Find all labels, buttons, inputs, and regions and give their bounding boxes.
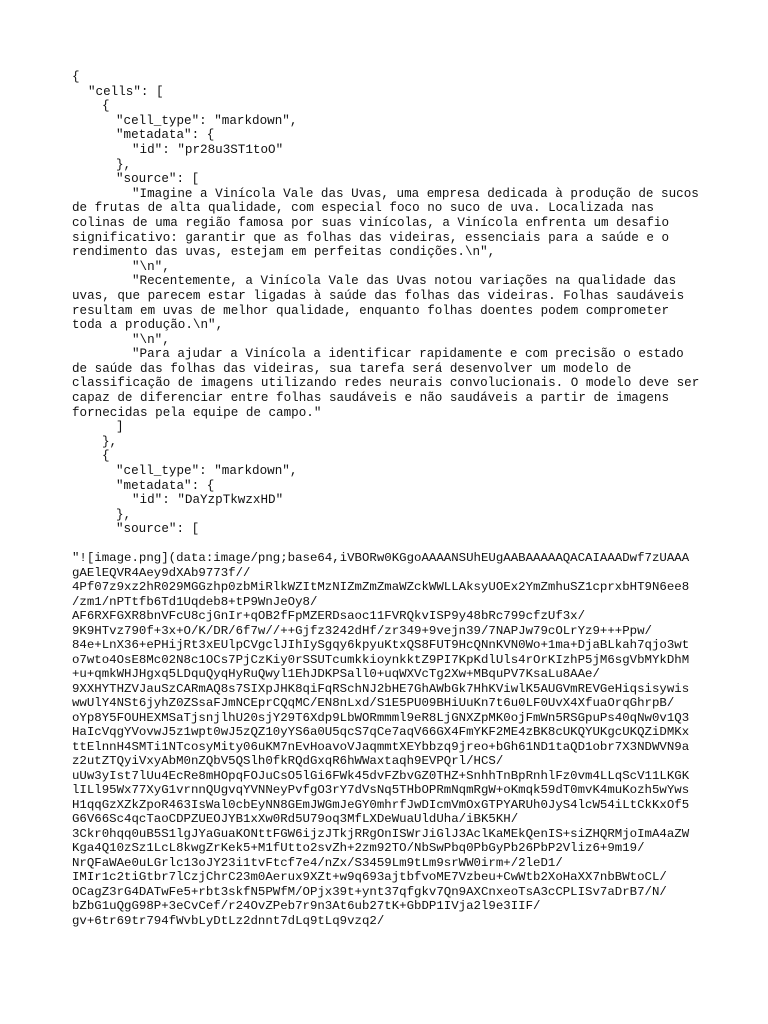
base64-line: 9K9HTvz790f+3x+O/K/DR/6f7w//++Gjfz3242dHf/zr349+9vejn39/7NAPJw79cOLrYz9+++Ppw/ [72,623,652,638]
base64-line: /zm1/nPTtfb6Td1Uqdeb8+tP9WnJeOy8/ [72,594,318,609]
cell1-id: "id": "pr28u3ST1toO" [132,142,284,157]
cell2-cell-type: "cell_type": "markdown", [116,464,298,479]
base64-line: oYp8Y5FOUHEXMSaTjsnjlhU20sjY29T6Xdp9LbWORmmml9eR8LjGNXZpMK0ojFmWn5RSGpuPs40qNw0v1Q3 [72,710,690,725]
base64-line: 3Ckr0hqq0uB5S1lgJYaGuaKONttFGW6ijzJTkjRRgOnISWrJiGlJ3AclKaMEkQenIS+siZHQRMjoImA4aZW [72,826,690,841]
cell1-source-line-1-cont: de frutas de alta qualidade, com especial foco no suco de uva. Localizada nas [72,201,654,216]
base64-image-data [72,551,700,928]
base64-line: 9XXHYTHZVJauSzCARmAQ8s7SIXpJHK8qiFqRSchNJ2bHE7GhAWbGk7HhKViwlK5AUGVmREVGeHiqsisywis [72,681,690,696]
cell1-source-line-1-cont: significativo: garantir que as folhas das videiras, essenciais para a saúde e o [72,230,670,245]
cell1-metadata-open: "metadata": { [116,128,215,143]
base64-line: H1qqGzXZkZpoR463IsWal0cbEyNN8GEmJWGmJeGY0mhrfJwDIcmVmOxGTPYARUh0JyS4lcW54iLtCkKxOf5 [72,797,690,812]
root-open-brace: { [72,70,80,84]
base64-line: bZbG1uQgG98P+3eCvCef/r24OvZPeb7r9n3At6ub27tK+GbDP1IVja2l9e3IIF/ [72,899,541,913]
cell1-newline-1: "\n", [132,259,170,274]
cell1-source-line-3-cont: capaz de diferenciar entre folhas saudáveis e não saudáveis a partir de imagens [72,391,670,406]
base64-line: NrQFaWAe0uLGrlc13oJY23i1tvFtcf7e4/nZx/S3459Lm9tLm9srWW0irm+/2leD1/ [72,855,563,870]
cell1-source-line-2-cont: uvas, que parecem estar ligadas à saúde das folhas das videiras. Folhas saudáveis [72,288,685,303]
cell1-source-line-1-cont: colinas de uma região famosa por suas vinícolas, a Vinícola enfrenta um desafio [72,215,670,230]
base64-line: G6V66Sc4qcTaoCDPZUEOJYB1xXw0Rd5U79oq3MfLXDeWuaUldUha/iBK5KH/ [72,812,519,826]
cell1-metadata-close: }, [116,157,132,172]
base64-line: ttElnnH4SMTi1NTcosyMity06uKM7nEvHoavoVJaqmmtXEYbbzq9jreo+bGh61ND1taQD1obr7X3NDWVN9a [72,739,690,754]
base64-line: AF6RXFGXR8bnVFcU8cjGnIr+qOB2fFpMZERDsaoc11FVRQkvISP9y48bRc799cfzUf3x/ [72,609,586,623]
blank-line [72,537,700,551]
base64-line: +u+qmkWHJHgxq5LDquQyqHyRuQwyl1EhJDKPSall0+uqWXVcTg2Xw+MBquPV7KsaLu8AAe/ [72,667,600,681]
cell2-metadata-close: }, [116,507,132,522]
cell1-source-close: ] [116,420,124,435]
cell1-source-line-2-cont: toda a produção.\n", [72,318,224,333]
base64-line: Kga4Q10zSz1LcL8kwgZrKek5+M1fUtto2svZh+2zm92TO/NbSwPbq0PbGyPb26PbP2Vliz6+9m19/ [72,841,645,855]
cells-key: "cells": [ [88,84,164,99]
cell1-source-line-3: "Para ajudar a Vinícola a identificar rapidamente e com precisão o estado [132,347,684,362]
cell1-source-line-1-cont: rendimento das uvas, estejam em perfeitas condições.\n", [72,245,496,260]
cell1-source-line-2-cont: resultam em uvas de melhor qualidade, enquanto folhas doentes podem comprometer [72,303,670,318]
json-document [72,70,700,928]
cell1-source-open: "source": [ [116,172,200,187]
base64-line: 4Pf07z9xz2hR029MGGzhp0zbMiRlkWZItMzNIZmZmZmaWZckWWLLAksyUOEx2YmZmhuSZ1cprxbHT9N6ee8 [72,580,690,594]
cell1-cell-type: "cell_type": "markdown", [116,113,298,128]
base64-line: lILl95Wx77XyG1vrnnQUgvqYVNNeyPvfgO3rY7dVsNq5THbOPRmNqmRgW+oKmqk59dT0mvK4muKozh5wYws [72,783,690,797]
cell1-open: { [102,99,110,114]
cell2-source-open: "source": [ [116,522,200,537]
cell2-id: "id": "DaYzpTkwzxHD" [132,493,284,508]
cell2-open: { [102,449,110,464]
base64-line: OCagZ3rG4DATwFe5+rbt3skfN5PWfM/OPjx39t+ynt37qfgkv7Qn9AXCnxeoTsA3cCPLISv7aDrB7/N/ [72,884,667,899]
base64-line: o7wto4OsE8Mc02N8c1OCs7PjCzKiy0rSSUTcumkkioynkktZ9PI7KpKdlUls4rOrKIzhP5jM6sgVbMYkDhM [72,652,690,667]
cell1-source-line-1: "Imagine a Vinícola Vale das Uvas, uma empresa dedicada à produção de sucos [132,186,699,201]
cell2-metadata-open: "metadata": { [116,478,215,493]
base64-line: 84e+LnX36+ePHijRt3xEUlpCVgclJIhIySgqy6kpyuKtxQS8FUT9HcQNnKVN0Wo+1ma+DjaBLkah7qjo3wt [72,638,690,652]
cell1-source-line-3-cont: classificação de imagens utilizando redes neurais convolucionais. O modelo deve ser [72,376,700,391]
base64-line: IMIr1c2tiGtbr7lCzjChrC23m0Aerux9XZt+w9q693ajtbfvoME7Vzbeu+CwWtb2XoHaXX7nbBWtoCL/ [72,870,667,884]
base64-line: HaIcVqgYVovwJ5z1wpt0wJ5zQZ10yYS6a0U5qcS7qCe7aqV66GX4FmYKF2ME4zBK8cUKQYUKgcUKQZiDMKx [72,725,690,739]
base64-line: uUw3yIst7lUu4EcRe8mHOpqFOJuCsO5lGi6FWk45dvFZbvGZ0THZ+SnhhTnBpRnhlFz0vm4LLqScV11LKGK [72,768,690,783]
cell1-close: }, [102,434,118,449]
base64-line: gAElEQVR4Aey9dXAb9773f// [72,565,251,580]
cell1-source-line-2: "Recentemente, a Vinícola Vale das Uvas notou variações na qualidade das [132,274,677,289]
cell1-newline-2: "\n", [132,332,170,347]
base64-line: wwUlY4NSt6jyhZ0ZSsaFJmNCEprCQqMC/EN8nLxd/S1E5PU09BHiUuKn7t6u0LF0UvX4XfuaOrqGhrpB/ [72,696,675,710]
cell1-source-line-3-cont: de saúde das folhas das videiras, sua tarefa será desenvolver um modelo de [72,361,632,376]
cell1-source-line-3-cont: fornecidas pela equipe de campo." [72,405,322,420]
base64-line: z2utZTQyiVxyAbM0nZQbV5QSlh0fkRQdGxqR6hWWaxtaqh9EVPQrl/HCS/ [72,754,504,768]
base64-line: gv+6tr69tr794fWvbLyDtLz2dnnt7dLq9tLq9vzq2/ [72,913,385,928]
base64-line: "![image.png](data:image/png;base64,iVBORw0KGgoAAAANSUhEUgAABAAAAAQACAIAAADwf7zUAAA [72,551,690,565]
